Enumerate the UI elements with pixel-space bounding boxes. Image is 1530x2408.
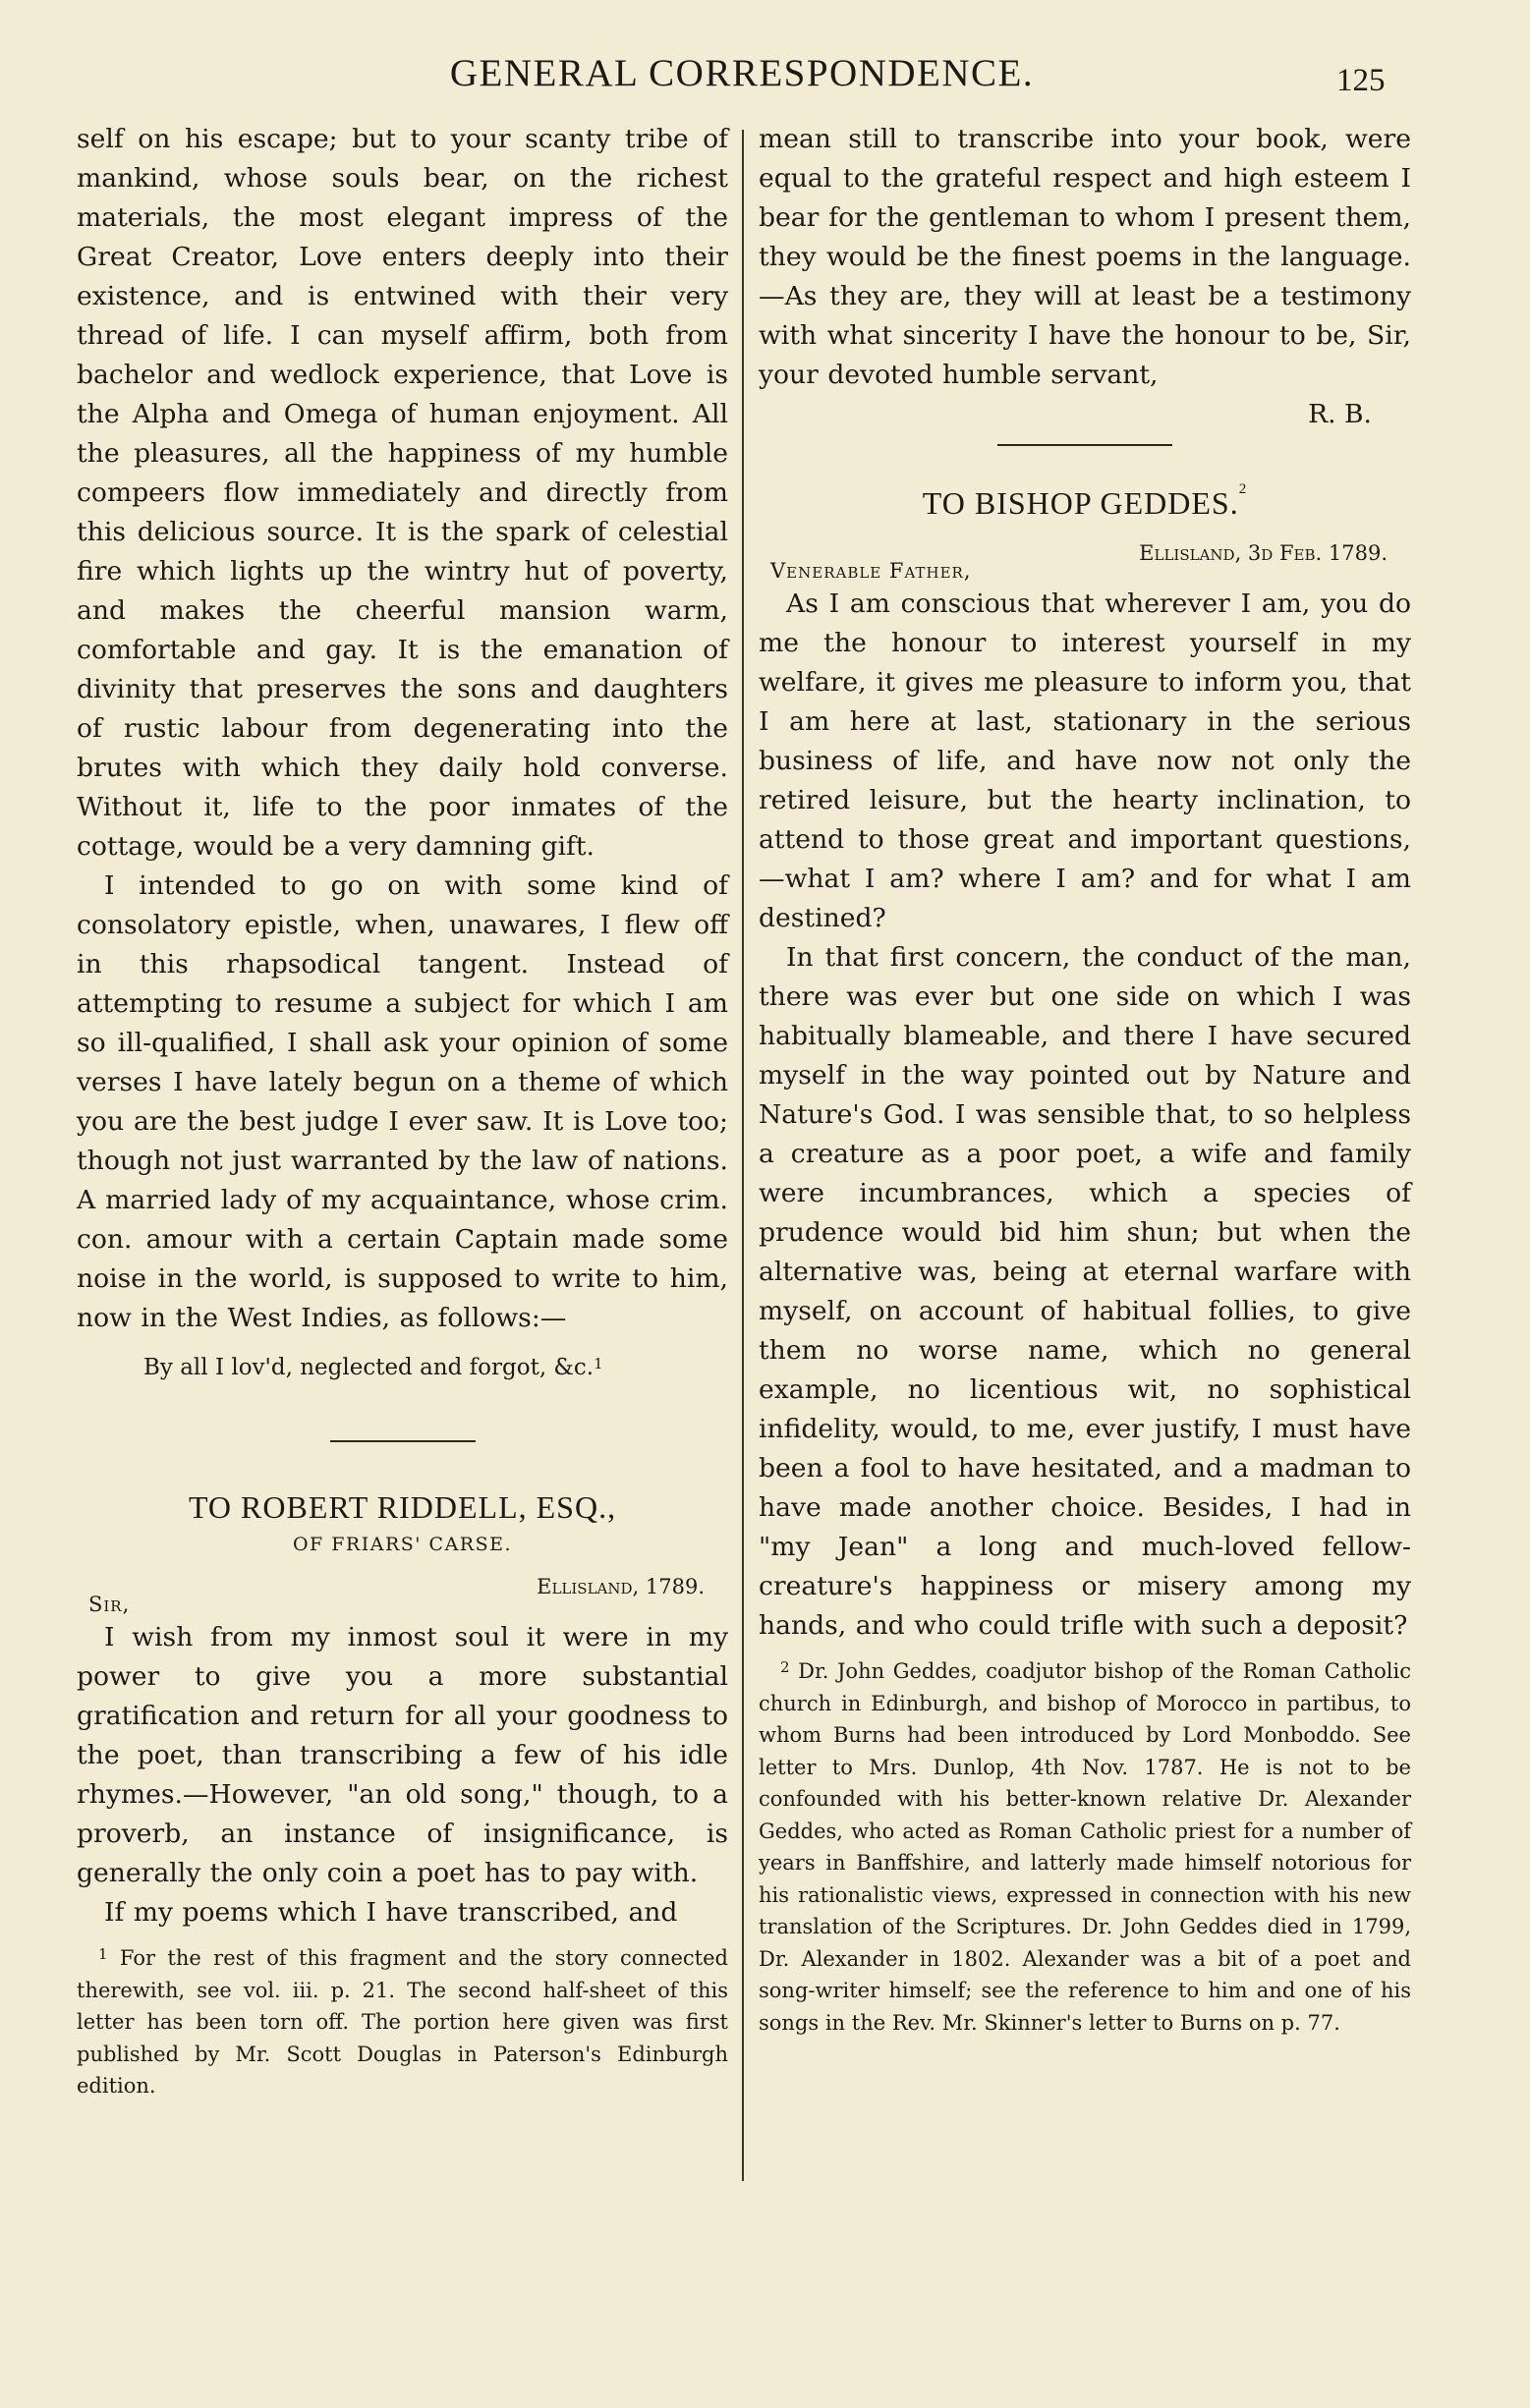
right-paragraph-1: mean still to transcribe into your book, were equal to the grateful respect and high esteem I bear for the gentleman to whom I present them, they would be the finest poems in the language.—As they are, they will at least be a testimony with what sincerity I have the honour to be, Sir, your devoted humble servant, bbox=[759, 124, 1411, 390]
salutation-geddes: Venerable Father, bbox=[770, 559, 972, 583]
verse-quote-text: By all I lov'd, neglected and forgot, &c. bbox=[143, 1355, 595, 1380]
column-divider bbox=[742, 130, 744, 2181]
footnote-ref-1: 1 bbox=[594, 1355, 603, 1372]
left-paragraph-1: self on his escape; but to your scanty tribe of mankind, whose souls bear, on the richest materials, the most elegant impress of the Great Creator, Love enters deeply into their existence, and is entwined with their very thread of life. I can myself affirm, both from bachelor and wedlock experience, that Love is the Alpha and Omega of human enjoyment. All the pleasures, all the happiness of my humble compeers flow immediately and directly from this delicious source. It is the spark of celestial fire which lights up the wintry hut of poverty, and makes the cheerful mansion warm, comfortable and gay. It is the emanation of divinity that preserves the sons and daughters of rustic labour from degenerating into the brutes with which they daily hold converse. Without it, life to the poor inmates of the cottage, would be a very damning gift. bbox=[77, 124, 728, 862]
salutation-riddell: Sir, bbox=[88, 1593, 131, 1616]
dateline-riddell: Ellisland, 1789. bbox=[537, 1575, 705, 1598]
page-number: 125 bbox=[1336, 63, 1386, 98]
letter-title-geddes-text: TO BISHOP GEDDES. bbox=[922, 485, 1239, 521]
footnote-1-text: For the rest of this fragment and the story connected therewith, see vol. iii. p. 21. The second half-sheet of this letter has been torn off. The portion here given was first published by Mr. Scott Douglas in Paterson's Edinburgh edition. bbox=[77, 1946, 728, 2098]
left-paragraph-4: If my poems which I have transcribed, and bbox=[104, 1897, 678, 1928]
running-head: GENERAL CORRESPONDENCE. bbox=[449, 52, 1035, 94]
verse-quote bbox=[143, 1350, 728, 1385]
signoff-rb: R. B. bbox=[1308, 399, 1372, 429]
right-column bbox=[759, 120, 1411, 2039]
footnote-1 bbox=[77, 1942, 728, 2102]
footnote-2-text: Dr. John Geddes, coadjutor bishop of the Roman Catholic church in Edinburgh, and bishop of Morocco in partibus, to whom Burns had been introduced by Lord Monboddo. See letter to Mrs. Dunlop, 4th Nov. 1787. He is not to be confounded with his better-known relative Dr. Alexander Geddes, who acted as Roman Catholic priest for a number of years in Banffshire, and latterly made himself notorious for his rationalistic views, expressed in connection with his new translation of the Scriptures. Dr. John Geddes died in 1799, Dr. Alexander in 1802. Alexander was a bit of a poet and song-writer himself; see the reference to him and one of his songs in the Rev. Mr. Skinner's letter to Burns on p. 77. bbox=[759, 1659, 1411, 2035]
footnote-2-mark: 2 bbox=[780, 1658, 790, 1676]
section-rule bbox=[330, 1440, 476, 1442]
letter-title-geddes bbox=[759, 481, 1411, 522]
left-paragraph-2: I intended to go on with some kind of consolatory epistle, when, unawares, I flew off in this rhapsodical tangent. Instead of attempting to resume a subject for which I am so ill-qualified, I shall ask your opinion of some verses I have lately begun on a theme of which you are the best judge I ever saw. It is Love too; though not just warranted by the law of nations. A married lady of my acquaintance, whose crim. con. amour with a certain Captain made some noise in the world, is supposed to write to him, now in the West Indies, as follows:— bbox=[77, 870, 728, 1333]
letter-title-riddell: TO ROBERT RIDDELL, ESQ., bbox=[188, 1489, 617, 1525]
left-column bbox=[77, 120, 728, 2102]
letter-subtitle-riddell: OF FRIARS' CARSE. bbox=[292, 1534, 513, 1555]
footnote-2 bbox=[759, 1655, 1411, 2039]
section-rule-right bbox=[997, 444, 1172, 446]
dateline-geddes: Ellisland, 3d Feb. 1789. bbox=[1139, 541, 1388, 565]
footnote-ref-2: 2 bbox=[1238, 481, 1248, 497]
footnote-1-mark: 1 bbox=[98, 1945, 108, 1963]
right-paragraph-2: As I am conscious that wherever I am, you do me the honour to interest yourself in my welfare, it gives me pleasure to inform you, that I am here at last, stationary in the serious business of life, and have now not only the retired leisure, but the hearty inclination, to attend to those great and important questions,—what I am? where I am? and for what I am destined? bbox=[759, 588, 1411, 933]
left-paragraph-3: I wish from my inmost soul it were in my power to give you a more substantial gratification and return for all your goodness to the poet, than transcribing a few of his idle rhymes.—However, "an old song," though, to a proverb, an instance of insignificance, is generally the only coin a poet has to pay with. bbox=[77, 1622, 728, 1888]
right-paragraph-3: In that first concern, the conduct of the man, there was ever but one side on which I was habitually blameable, and there I have secured myself in the way pointed out by Nature and Nature's God. I was sensible that, to so helpless a creature as a poor poet, a wife and family were incumbrances, which a species of prudence would bid him shun; but when the alternative was, being at eternal warfare with myself, on account of habitual follies, to give them no worse name, which no general example, no licentious wit, no sophistical infidelity, would, to me, ever justify, I must have been a fool to have hesitated, and a madman to have made another choice. Besides, I had in "my Jean" a long and much-loved fellow-creature's happiness or misery among my hands, and who could trifle with such a deposit? bbox=[759, 942, 1411, 1641]
